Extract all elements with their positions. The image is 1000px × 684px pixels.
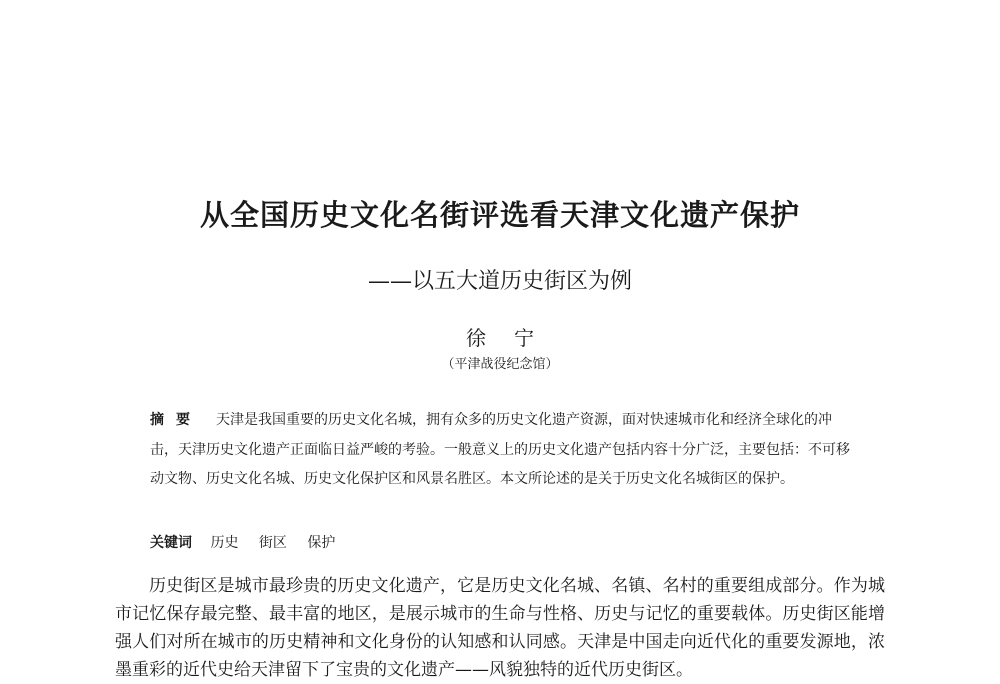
paper-subtitle: ——以五大道历史街区为例 (367, 269, 632, 294)
keyword-item: 历史 (210, 535, 239, 551)
paper-title: 从全国历史文化名街评选看天津文化遗产保护 (199, 198, 800, 232)
abstract (150, 406, 850, 495)
abstract-text: 天津是我国重要的历史文化名城，拥有众多的历史文化遗产资源，面对快速城市化和经济全球化的冲击，天津历史文化遗产正面临日益严峻的考验。一般意义上的历史文化遗产包括内容十分广泛，主要包括：不可移动文物、历史文化名城、历史文化保护区和风景名胜区。本文所论述的是关于历史文化名城街区的保护。 (150, 412, 850, 487)
abstract-label: 摘要 (150, 412, 202, 428)
author-affiliation: （平津战役纪念馆） (441, 357, 559, 372)
author-name: 徐宁 (466, 326, 562, 350)
keyword-item: 街区 (258, 535, 287, 551)
keyword-item: 保护 (307, 535, 336, 551)
body-paragraph: 历史街区是城市最珍贵的历史文化遗产，它是历史文化名城、名镇、名村的重要组成部分。作为城市记忆保存最完整、最丰富的地区，是展示城市的生命与性格、历史与记忆的重要载体。历史街区能增强人们对所在城市的历史精神和文化身份的认知感和认同感。天津是中国走向近代化的重要发源地，浓墨重彩的近代史给天津留下了宝贵的文化遗产——风貌独特的近代历史街区。 (115, 576, 885, 680)
keywords-label: 关键词 (150, 535, 192, 551)
keywords (150, 532, 850, 552)
